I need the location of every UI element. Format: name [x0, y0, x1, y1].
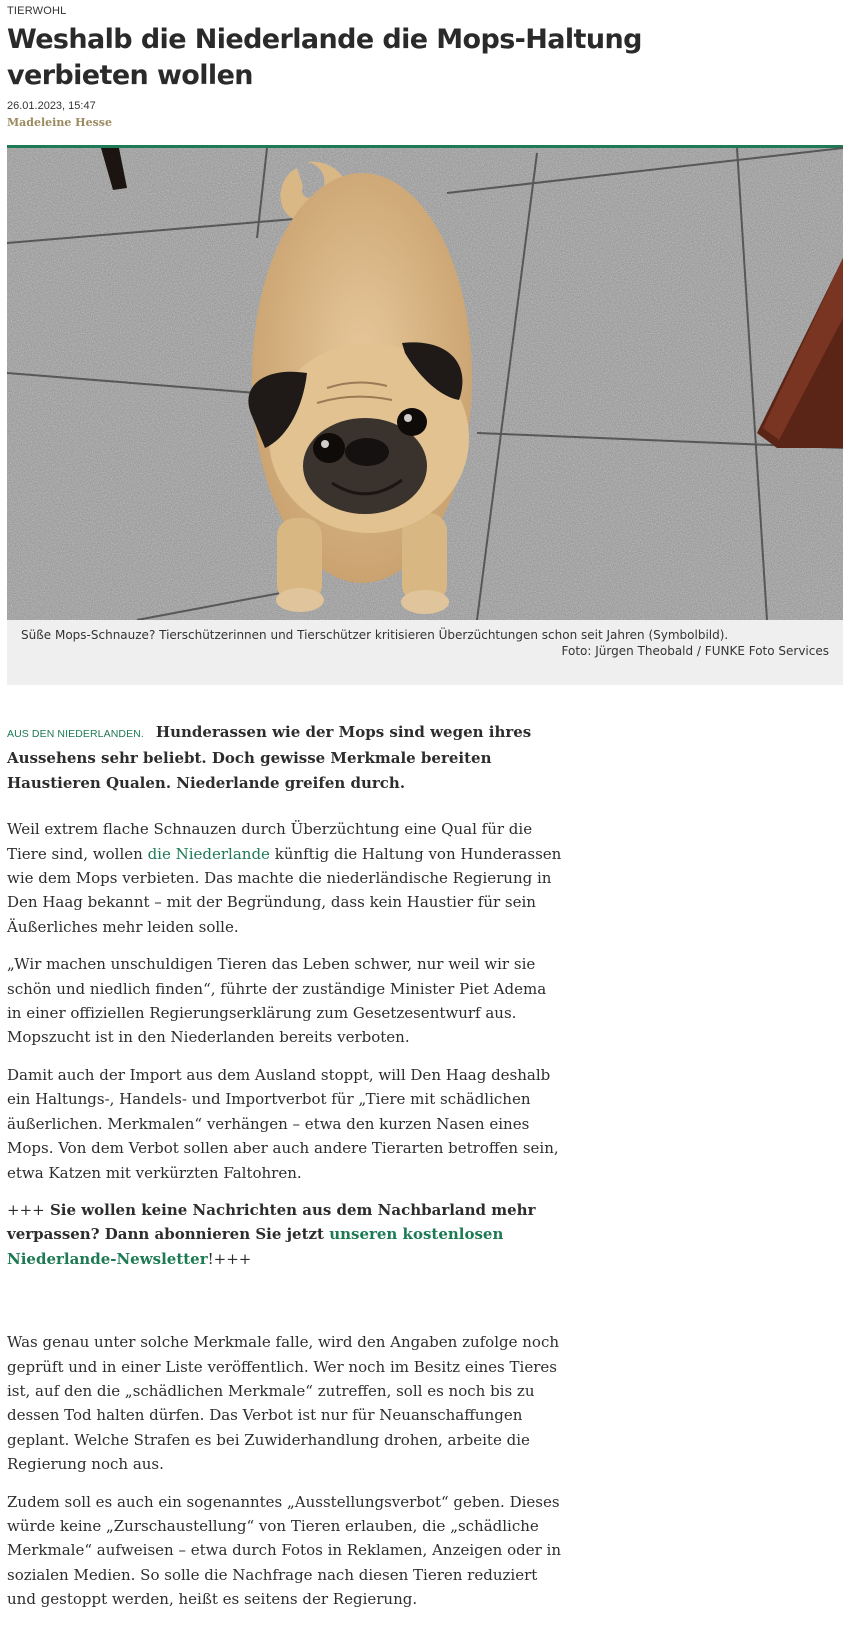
paragraph-1-text-a: Weil extrem flache Schnauzen durch Überzüchtung eine Qual für die Tiere sind, wollen — [7, 820, 533, 863]
paragraph-3: Damit auch der Import aus dem Ausland stoppt, will Den Haag deshalb ein Haltungs-, Handels- und Importverbot für „Tiere mit schädlichen äußerlichen. Merkmalen“ verhängen – etwa den kurzen Nasen eines Mops. Von dem Verbot sollen aber auch andere Tierarten betroffen sein, etwa Katzen mit verkürzten Faltohren. — [7, 1065, 559, 1182]
promo-suffix: !+++ — [207, 1249, 252, 1268]
promo-prefix: +++ — [7, 1200, 45, 1219]
paragraph-4: Was genau unter solche Merkmale falle, wird den Angaben zufolge noch geprüft und in einer Liste veröffentlich. Wer noch im Besitz eines Tieres ist, auf den die „schädlichen Merkmale“ zutreffen, soll es noch bis zu dessen Tod halten dürfen. Das Verbot ist nur für Neuanschaffungen geplant. Welche Strafen es bei Zuwiderhandlung drohen, arbeite die Regierung noch aus. — [7, 1333, 560, 1474]
lead-paragraph — [7, 720, 563, 795]
article-body — [7, 720, 563, 1625]
paragraph-1 — [7, 817, 563, 939]
dateline: AUS DEN NIEDERLANDEN. — [7, 728, 144, 740]
photo-credit: Foto: Jürgen Theobald / FUNKE Foto Services — [561, 644, 829, 658]
niederlande-link[interactable]: die Niederlande — [147, 844, 270, 863]
publish-date: 26.01.2023, 15:47 — [7, 100, 96, 112]
promo-text: Sie wollen keine Nachrichten aus dem Nachbarland mehr verpassen? Dann abonnieren Sie jetzt — [7, 1200, 536, 1244]
image-caption — [7, 620, 843, 685]
ad-spacer — [7, 1284, 563, 1330]
pug-photo[interactable] — [7, 148, 843, 620]
paragraph-2: „Wir machen unschuldigen Tieren das Leben schwer, nur weil wir sie schön und niedlich finden“, führte der zuständige Minister Piet Adema in einer offiziellen Regierungserklärung zum Gesetzesentwurf aus. Mopszucht ist in den Niederlanden bereits verboten. — [7, 955, 547, 1047]
newsletter-link[interactable]: unseren kostenlosen Niederlande-Newsletter — [7, 1225, 504, 1268]
paragraph-5: Zudem soll es auch ein sogenanntes „Ausstellungsverbot“ geben. Dieses würde keine „Zurschaustellung“ von Tieren erlauben, die „schädliche Merkmale“ aufweisen – etwa durch Fotos in Reklamen, Anzeigen oder in sozialen Medien. So solle die Nachfrage nach diesen Tieren reduziert und gestoppt werden, heißt es seitens der Regierung. — [7, 1492, 561, 1609]
paragraph-1-text-b: künftig die Haltung von Hunderassen wie dem Mops verbieten. Das machte die niederländische Regierung in Den Haag bekannt – mit der Begründung, dass kein Haustier für sein Äußerliches mehr leiden solle. — [7, 844, 562, 936]
kicker: TIERWOHL — [7, 5, 67, 17]
article-figure — [7, 145, 843, 685]
newsletter-promo — [7, 1198, 563, 1271]
author-link[interactable]: Madeleine Hesse — [7, 116, 112, 129]
page-title: Weshalb die Niederlande die Mops-Haltung verbieten wollen — [7, 24, 642, 91]
caption-text: Süße Mops-Schnauze? Tierschützerinnen und Tierschützer kritisieren Überzüchtungen schon seit Jahren (Symbolbild). — [21, 628, 729, 642]
lead-text: Hunderassen wie der Mops sind wegen ihres Aussehens sehr beliebt. Doch gewisse Merkmale bereiten Haustieren Qualen. Niederlande greifen durch. — [7, 723, 532, 792]
